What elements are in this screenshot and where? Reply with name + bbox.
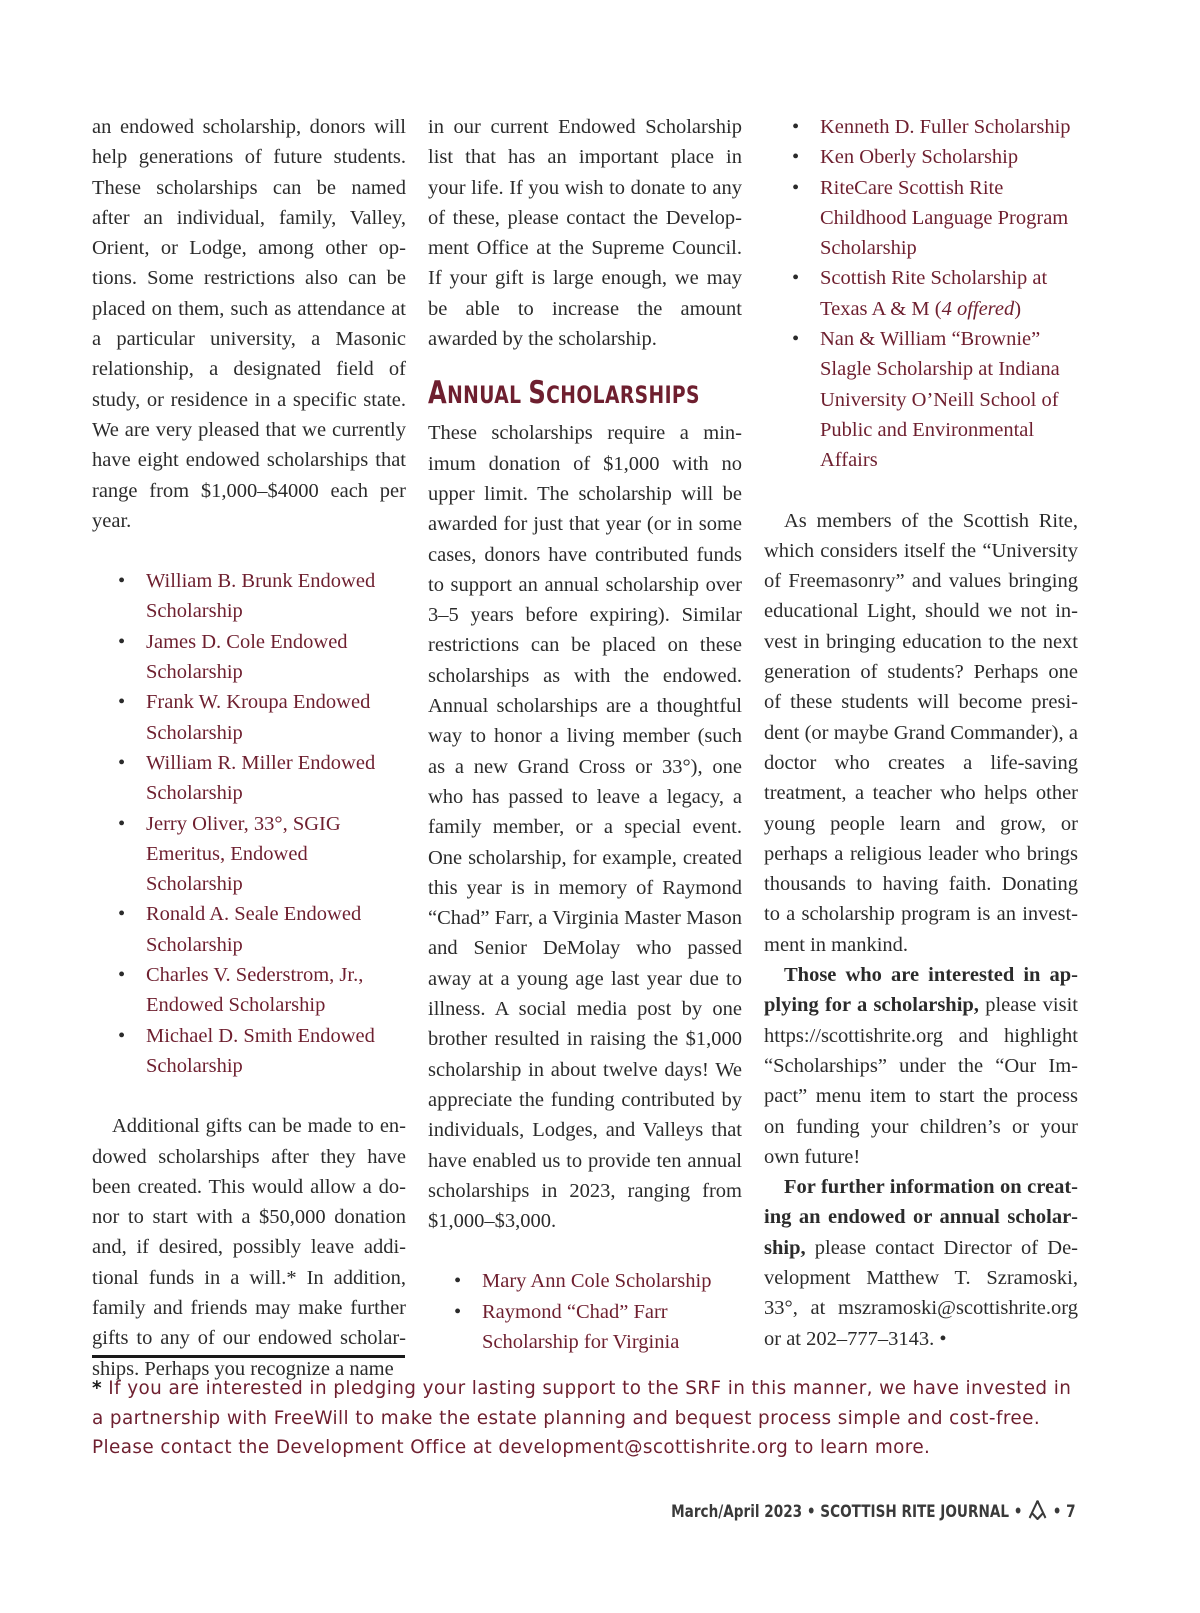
list-item: • Mary Ann Cole Scholarship bbox=[428, 1266, 742, 1296]
list-item: • Michael D. Smith Endowed Scholarship bbox=[92, 1021, 406, 1082]
column-3 bbox=[764, 112, 1078, 1354]
journal-name: SCOTTISH RITE JOURNAL bbox=[820, 1502, 1010, 1522]
column-2 bbox=[428, 112, 742, 1357]
list-item: • Ronald A. Seale Endowed Scholarship bbox=[92, 899, 406, 960]
list-item: • RiteCare Scottish Rite Childhood Language Program Scholarship bbox=[764, 173, 1078, 264]
list-item: • Nan & William “Brownie” Slagle Scholarship at Indiana University O’Neill School of Public and Environmental Affairs bbox=[764, 324, 1078, 475]
footnote-divider bbox=[92, 1355, 405, 1358]
list-item: • James D. Cole Endowed Scholarship bbox=[92, 627, 406, 688]
list-item: • Jerry Oliver, 33°, SGIG Emeritus, Endowed Scholarship bbox=[92, 809, 406, 900]
page-footer: March/April 2023 • SCOTTISH RITE JOURNAL • • 7 bbox=[672, 1500, 1077, 1525]
list-item: • Charles V. Sederstrom, Jr., Endowed Scholarship bbox=[92, 960, 406, 1021]
annual-scholarships-heading: ANNUAL SCHOLARSHIPS bbox=[428, 375, 700, 412]
annual-scholarship-list bbox=[428, 1266, 742, 1357]
footnote: * If you are interested in pledging your lasting support to the SRF in this manner, we have invested in a partnership with FreeWill to make the estate planning and bequest process simple and cost-free. Please contact the Development Office at development@scottishrite.org to learn more. bbox=[92, 1378, 1072, 1458]
endowed-continued-paragraph: in our current Endowed Scholarship list that has an important place in your life. If you wish to donate to any of these, please contact the Development Office at the Supreme Council. If your gift is large enough, we may be able to increase the amount awarded by the scholarship. bbox=[428, 116, 742, 351]
annual-intro-paragraph: These scholarships require a minimum donation of $1,000 with no upper limit. The scholarship will be awarded for just that year (or in some cases, donors have contributed funds to support an annual scholarship over 3–5 years before expiring). Similar restrictions can be placed on these scholarships as with the endowed. Annual scholarships are a thoughtful way to honor a living member (such as a new Grand Cross or 33°), one who has passed to leave a legacy, a family member, or a special event. One scholarship, for example, created this year is in memory of Raymond “Chad” Farr, a Virginia Master Mason and Senior DeMolay who passed away at a young age last year due to illness. A social media post by one brother resulted in raising the $1,000 scholarship in about twelve days! We appreciate the funding contributed by individuals, Lodges, and Valleys that have enabled us to provide ten annual scholarships in 2023, ranging from $1,000–$3,000. bbox=[428, 422, 742, 1233]
apply-paragraph: Those who are interested in applying for a scholarship, please visit https://scottishrite.org and highlight “Scholarships” under the “Our Impact” menu item to start the process on funding your children’s or your own future! bbox=[764, 964, 1078, 1168]
list-item: • Scottish Rite Scholarship at Texas A & M (4 offered) bbox=[764, 263, 1078, 324]
list-item: • Ken Oberly Scholarship bbox=[764, 142, 1078, 172]
column-1 bbox=[92, 112, 406, 1384]
list-item: • William B. Brunk Endowed Scholarship bbox=[92, 566, 406, 627]
issue-date: March/April 2023 • bbox=[671, 1502, 821, 1522]
endowed-intro-paragraph: an endowed scholarship, donors will help generations of future students. These scholarships can be named after an individual, family, Valley, Orient, or Lodge, among other options. Some restrictions also can be placed on them, such as attendance at a particular university, a Masonic relationship, a designated field of study, or residence in a specific state. We are very pleased that we currently have eight endowed scholarships that range from $1,000–$4000 each per year. bbox=[92, 116, 406, 532]
additional-gifts-paragraph: Additional gifts can be made to endowed scholarships after they have been created. This would allow a donor to start with a $50,000 donation and, if desired, possibly leave additional funds in a will.* In addition, family and friends may make further gifts to any of our endowed scholarships. Perhaps you recognize a name bbox=[92, 1115, 406, 1380]
list-item: • Kenneth D. Fuller Scholarship bbox=[764, 112, 1078, 142]
list-item: • Frank W. Kroupa Endowed Scholarship bbox=[92, 687, 406, 748]
page-number: 7 bbox=[1066, 1502, 1076, 1522]
list-item: • William R. Miller Endowed Scholarship bbox=[92, 748, 406, 809]
annual-scholarship-list-continued bbox=[764, 112, 1078, 476]
endowed-scholarship-list bbox=[92, 566, 406, 1081]
contact-paragraph: For further information on creating an endowed or annual scholarship, please contact Director of Development Matthew T. Szramoski, 33°, at mszramoski@scottishrite.org or at 202–777–3143. • bbox=[764, 1176, 1078, 1350]
square-compass-icon bbox=[1028, 1500, 1049, 1525]
list-item: • Raymond “Chad” Farr Scholarship for Virginia bbox=[428, 1297, 742, 1358]
members-paragraph: As members of the Scottish Rite, which considers itself the “University of Freemasonry” and values bringing educational Light, should we not invest in bringing education to the next generation of students? Perhaps one of these students will become president (or maybe Grand Commander), a doctor who creates a life-saving treatment, a teacher who helps other young people learn and grow, or perhaps a religious leader who brings thousands to having faith. Donating to a scholarship program is an investment in mankind. bbox=[764, 509, 1078, 956]
